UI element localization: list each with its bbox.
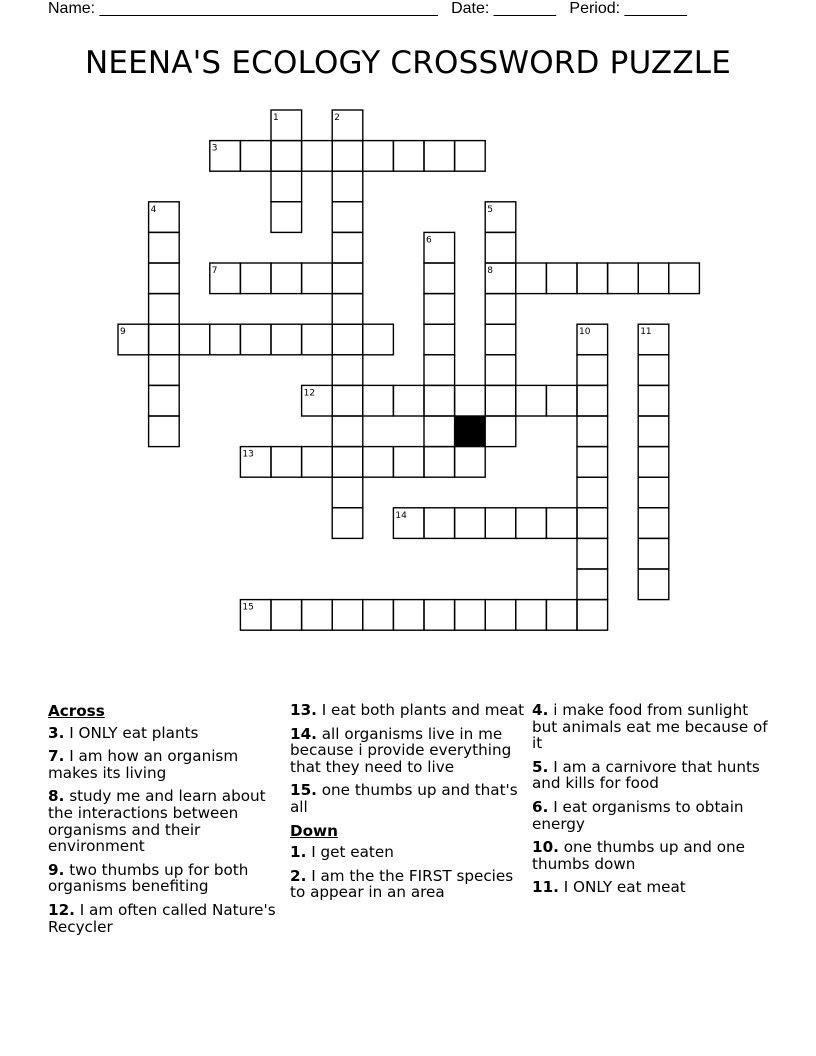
clue-text: I am a carnivore that hunts and kills for food: [532, 757, 760, 793]
clue-across-7: 7. I am how an organism makes its living: [48, 747, 239, 782]
clues-column-3: [532, 700, 772, 903]
grid-cell[interactable]: [424, 416, 455, 447]
grid-cell[interactable]: [332, 232, 363, 263]
clue-number: 6: [532, 797, 543, 816]
clue-across-12: 12. I am often called Nature's Recycler: [48, 900, 276, 936]
grid-cell[interactable]: [332, 263, 363, 294]
grid-cell[interactable]: [577, 447, 608, 478]
clue-text: i make food from sunlight but animals eat me because of it: [532, 701, 768, 753]
clue-text: I ONLY eat meat: [563, 878, 686, 897]
grid-cell[interactable]: [240, 324, 271, 355]
grid-clue-number: 11: [640, 327, 652, 338]
grid-cell[interactable]: [332, 294, 363, 325]
grid-clue-number: 15: [242, 602, 254, 613]
grid-cell[interactable]: [485, 416, 516, 447]
clue-down-10: 10. one thumbs up and one thumbs down: [532, 838, 745, 873]
grid-clue-number: 5: [487, 204, 493, 215]
grid-cell[interactable]: [485, 294, 516, 325]
clue-text: I ONLY eat plants: [69, 723, 199, 742]
clue-number: 15: [290, 781, 312, 800]
clue-text: all organisms live in me because i provide everything that they need to live: [290, 724, 512, 776]
grid-cell[interactable]: [332, 355, 363, 386]
grid-cell[interactable]: [363, 385, 394, 416]
grid-cell[interactable]: [485, 385, 516, 416]
down-heading: Down: [290, 821, 338, 840]
clue-across-13: 13. I eat both plants and meat: [290, 701, 525, 719]
grid-cell[interactable]: [332, 447, 363, 478]
grid-cell[interactable]: [638, 447, 669, 478]
grid-cell[interactable]: [302, 324, 333, 355]
clue-number: 3: [48, 723, 59, 742]
clue-across-14: 14. all organisms live in me because i provide everything that they need to live: [290, 724, 512, 776]
clue-number: 9: [48, 860, 59, 879]
clue-number: 7: [48, 747, 59, 766]
clue-number: 1: [290, 843, 301, 862]
grid-cell[interactable]: [577, 355, 608, 386]
grid-cell[interactable]: [546, 263, 577, 294]
clue-across-9: 9. two thumbs up for both organisms benefiting: [48, 860, 249, 896]
grid-cell[interactable]: [393, 385, 424, 416]
grid-cell[interactable]: [210, 324, 241, 355]
grid-cell[interactable]: [577, 508, 608, 539]
grid-cell[interactable]: [271, 171, 302, 202]
grid-cell[interactable]: [516, 385, 547, 416]
grid-cell[interactable]: [577, 569, 608, 600]
grid-cell[interactable]: [485, 324, 516, 355]
grid-cell[interactable]: [424, 324, 455, 355]
grid-cell[interactable]: [638, 508, 669, 539]
grid-cell[interactable]: [638, 569, 669, 600]
clue-text: study me and learn about the interactions between organisms and their environment: [48, 787, 266, 856]
grid-cell[interactable]: [516, 263, 547, 294]
grid-cell[interactable]: [424, 263, 455, 294]
grid-clue-number: 2: [334, 113, 340, 123]
grid-cell[interactable]: [363, 324, 394, 355]
puzzle-title: NEENA'S ECOLOGY CROSSWORD PUZZLE: [84, 45, 732, 81]
grid-cell[interactable]: [271, 141, 302, 172]
grid-cell[interactable]: [393, 447, 424, 478]
grid-cell[interactable]: [638, 416, 669, 447]
clue-number: 10: [532, 838, 554, 857]
grid-cell[interactable]: [393, 600, 424, 631]
grid-cell[interactable]: [424, 385, 455, 416]
clue-down-11: 11. I ONLY eat meat: [532, 878, 686, 897]
clue-across-15: 15. one thumbs up and that's all: [290, 781, 518, 816]
clue-number: 14: [290, 724, 312, 743]
clue-down-1: 1. I get eaten: [290, 843, 394, 862]
clue-text: I am often called Nature's Recycler: [48, 900, 276, 936]
grid-cell[interactable]: [669, 263, 700, 294]
clue-text: I eat both plants and meat: [321, 701, 525, 719]
grid-cell[interactable]: [424, 355, 455, 386]
clue-number: 8: [48, 787, 59, 806]
grid-cell[interactable]: [149, 324, 180, 355]
grid-cell[interactable]: [577, 263, 608, 294]
grid-cell[interactable]: [179, 324, 210, 355]
grid-clue-number: 8: [487, 266, 493, 276]
grid-cell[interactable]: [546, 508, 577, 539]
grid-cell[interactable]: [332, 416, 363, 447]
clue-text: I eat organisms to obtain energy: [532, 797, 744, 833]
grid-cell[interactable]: [332, 600, 363, 631]
grid-cell[interactable]: [485, 508, 516, 539]
grid-cell[interactable]: [363, 141, 394, 172]
clues-column-2: [290, 700, 528, 908]
grid-clue-number: 10: [579, 327, 591, 338]
grid-cell[interactable]: [577, 416, 608, 447]
grid-cell[interactable]: [332, 141, 363, 172]
grid-cell[interactable]: [485, 232, 516, 263]
clue-text: I am the the FIRST species to appear in an area: [290, 866, 514, 902]
clue-text: two thumbs up for both organisms benefiting: [48, 860, 249, 896]
shaded-cell: [455, 416, 486, 447]
grid-cell[interactable]: [577, 385, 608, 416]
grid-cell[interactable]: [271, 263, 302, 294]
grid-cell[interactable]: [455, 447, 486, 478]
grid-cell[interactable]: [363, 600, 394, 631]
grid-cell[interactable]: [546, 385, 577, 416]
grid-cell[interactable]: [424, 141, 455, 172]
grid-cell[interactable]: [516, 600, 547, 631]
period-label: Period:: [569, 0, 621, 17]
grid-cell[interactable]: [332, 508, 363, 539]
clues-column-1: [48, 700, 278, 942]
date-label: Date:: [451, 0, 490, 17]
grid-cell[interactable]: [332, 171, 363, 202]
grid-clue-number: 13: [242, 449, 254, 460]
grid-cell[interactable]: [424, 508, 455, 539]
clue-text: I get eaten: [311, 843, 394, 862]
grid-cell[interactable]: [424, 294, 455, 325]
grid-clue-number: 7: [211, 266, 218, 276]
clue-down-5: 5. I am a carnivore that hunts and kills for food: [532, 757, 760, 793]
grid-cell[interactable]: [424, 447, 455, 478]
clue-across-8: 8. study me and learn about the interactions between organisms and their environment: [48, 787, 266, 856]
grid-cell[interactable]: [455, 385, 486, 416]
grid-cell[interactable]: [546, 600, 577, 631]
clue-text: I am how an organism makes its living: [48, 747, 239, 782]
grid-cell[interactable]: [638, 263, 669, 294]
grid-clue-number: 4: [150, 204, 157, 215]
grid-cell[interactable]: [485, 355, 516, 386]
clue-number: 11: [532, 878, 554, 897]
grid-cell[interactable]: [271, 324, 302, 355]
grid-cell[interactable]: [638, 385, 669, 416]
grid-cell[interactable]: [302, 141, 333, 172]
grid-cell[interactable]: [516, 508, 547, 539]
grid-cell[interactable]: [149, 294, 180, 325]
grid-cell[interactable]: [332, 385, 363, 416]
grid-cell[interactable]: [638, 477, 669, 508]
grid-cell[interactable]: [332, 202, 363, 233]
name-label: Name:: [48, 0, 96, 17]
grid-cell[interactable]: [577, 600, 608, 631]
grid-cell[interactable]: [638, 355, 669, 386]
grid-cell[interactable]: [393, 141, 424, 172]
grid-cell[interactable]: [302, 600, 333, 631]
grid-cell[interactable]: [455, 600, 486, 631]
grid-clue-number: 12: [303, 388, 316, 399]
grid-clue-number: 14: [395, 510, 407, 521]
clue-number: 5: [532, 757, 543, 776]
clue-down-2: 2. I am the the FIRST species to appear in an area: [290, 866, 514, 902]
grid-cell[interactable]: [638, 538, 669, 569]
grid-cell[interactable]: [302, 447, 333, 478]
across-heading: Across: [48, 702, 105, 720]
grid-cell[interactable]: [332, 324, 363, 355]
clue-down-6: 6. I eat organisms to obtain energy: [532, 797, 744, 833]
grid-cell[interactable]: [455, 508, 486, 539]
name-line[interactable]: ______________________________________: [99, 0, 438, 17]
period-line[interactable]: _______: [624, 0, 687, 17]
clue-down-4: 4. i make food from sunlight but animals eat me because of it: [532, 701, 768, 753]
grid-cell[interactable]: [240, 263, 271, 294]
grid-clue-number: 9: [120, 327, 126, 338]
grid-cell[interactable]: [424, 600, 455, 631]
grid-cell[interactable]: [271, 202, 302, 233]
grid-cell[interactable]: [332, 477, 363, 508]
clue-across-3: 3. I ONLY eat plants: [48, 723, 199, 742]
clue-number: 2: [290, 866, 301, 885]
grid-cell[interactable]: [271, 600, 302, 631]
clue-text: one thumbs up and one thumbs down: [532, 838, 745, 873]
date-line[interactable]: _______: [493, 0, 557, 17]
clue-text: one thumbs up and that's all: [290, 781, 518, 816]
grid-cell[interactable]: [240, 141, 271, 172]
clue-number: 12: [48, 900, 70, 919]
grid-clue-number: 3: [211, 143, 218, 154]
grid-cell[interactable]: [149, 263, 180, 294]
grid-cell[interactable]: [485, 600, 516, 631]
grid-cell[interactable]: [455, 141, 486, 172]
grid-cell[interactable]: [149, 355, 180, 386]
grid-cell[interactable]: [302, 263, 333, 294]
grid-cell[interactable]: [608, 263, 639, 294]
clue-number: 13: [290, 701, 312, 719]
grid-cell[interactable]: [577, 477, 608, 508]
grid-cell[interactable]: [149, 416, 180, 447]
grid-cell[interactable]: [149, 385, 180, 416]
clue-number: 4: [532, 701, 543, 719]
grid-cell[interactable]: [149, 232, 180, 263]
grid-cell[interactable]: [363, 447, 394, 478]
grid-cell[interactable]: [271, 447, 302, 478]
grid-clue-number: 6: [426, 235, 432, 246]
grid-cell[interactable]: [577, 538, 608, 569]
grid-clue-number: 1: [273, 113, 279, 123]
